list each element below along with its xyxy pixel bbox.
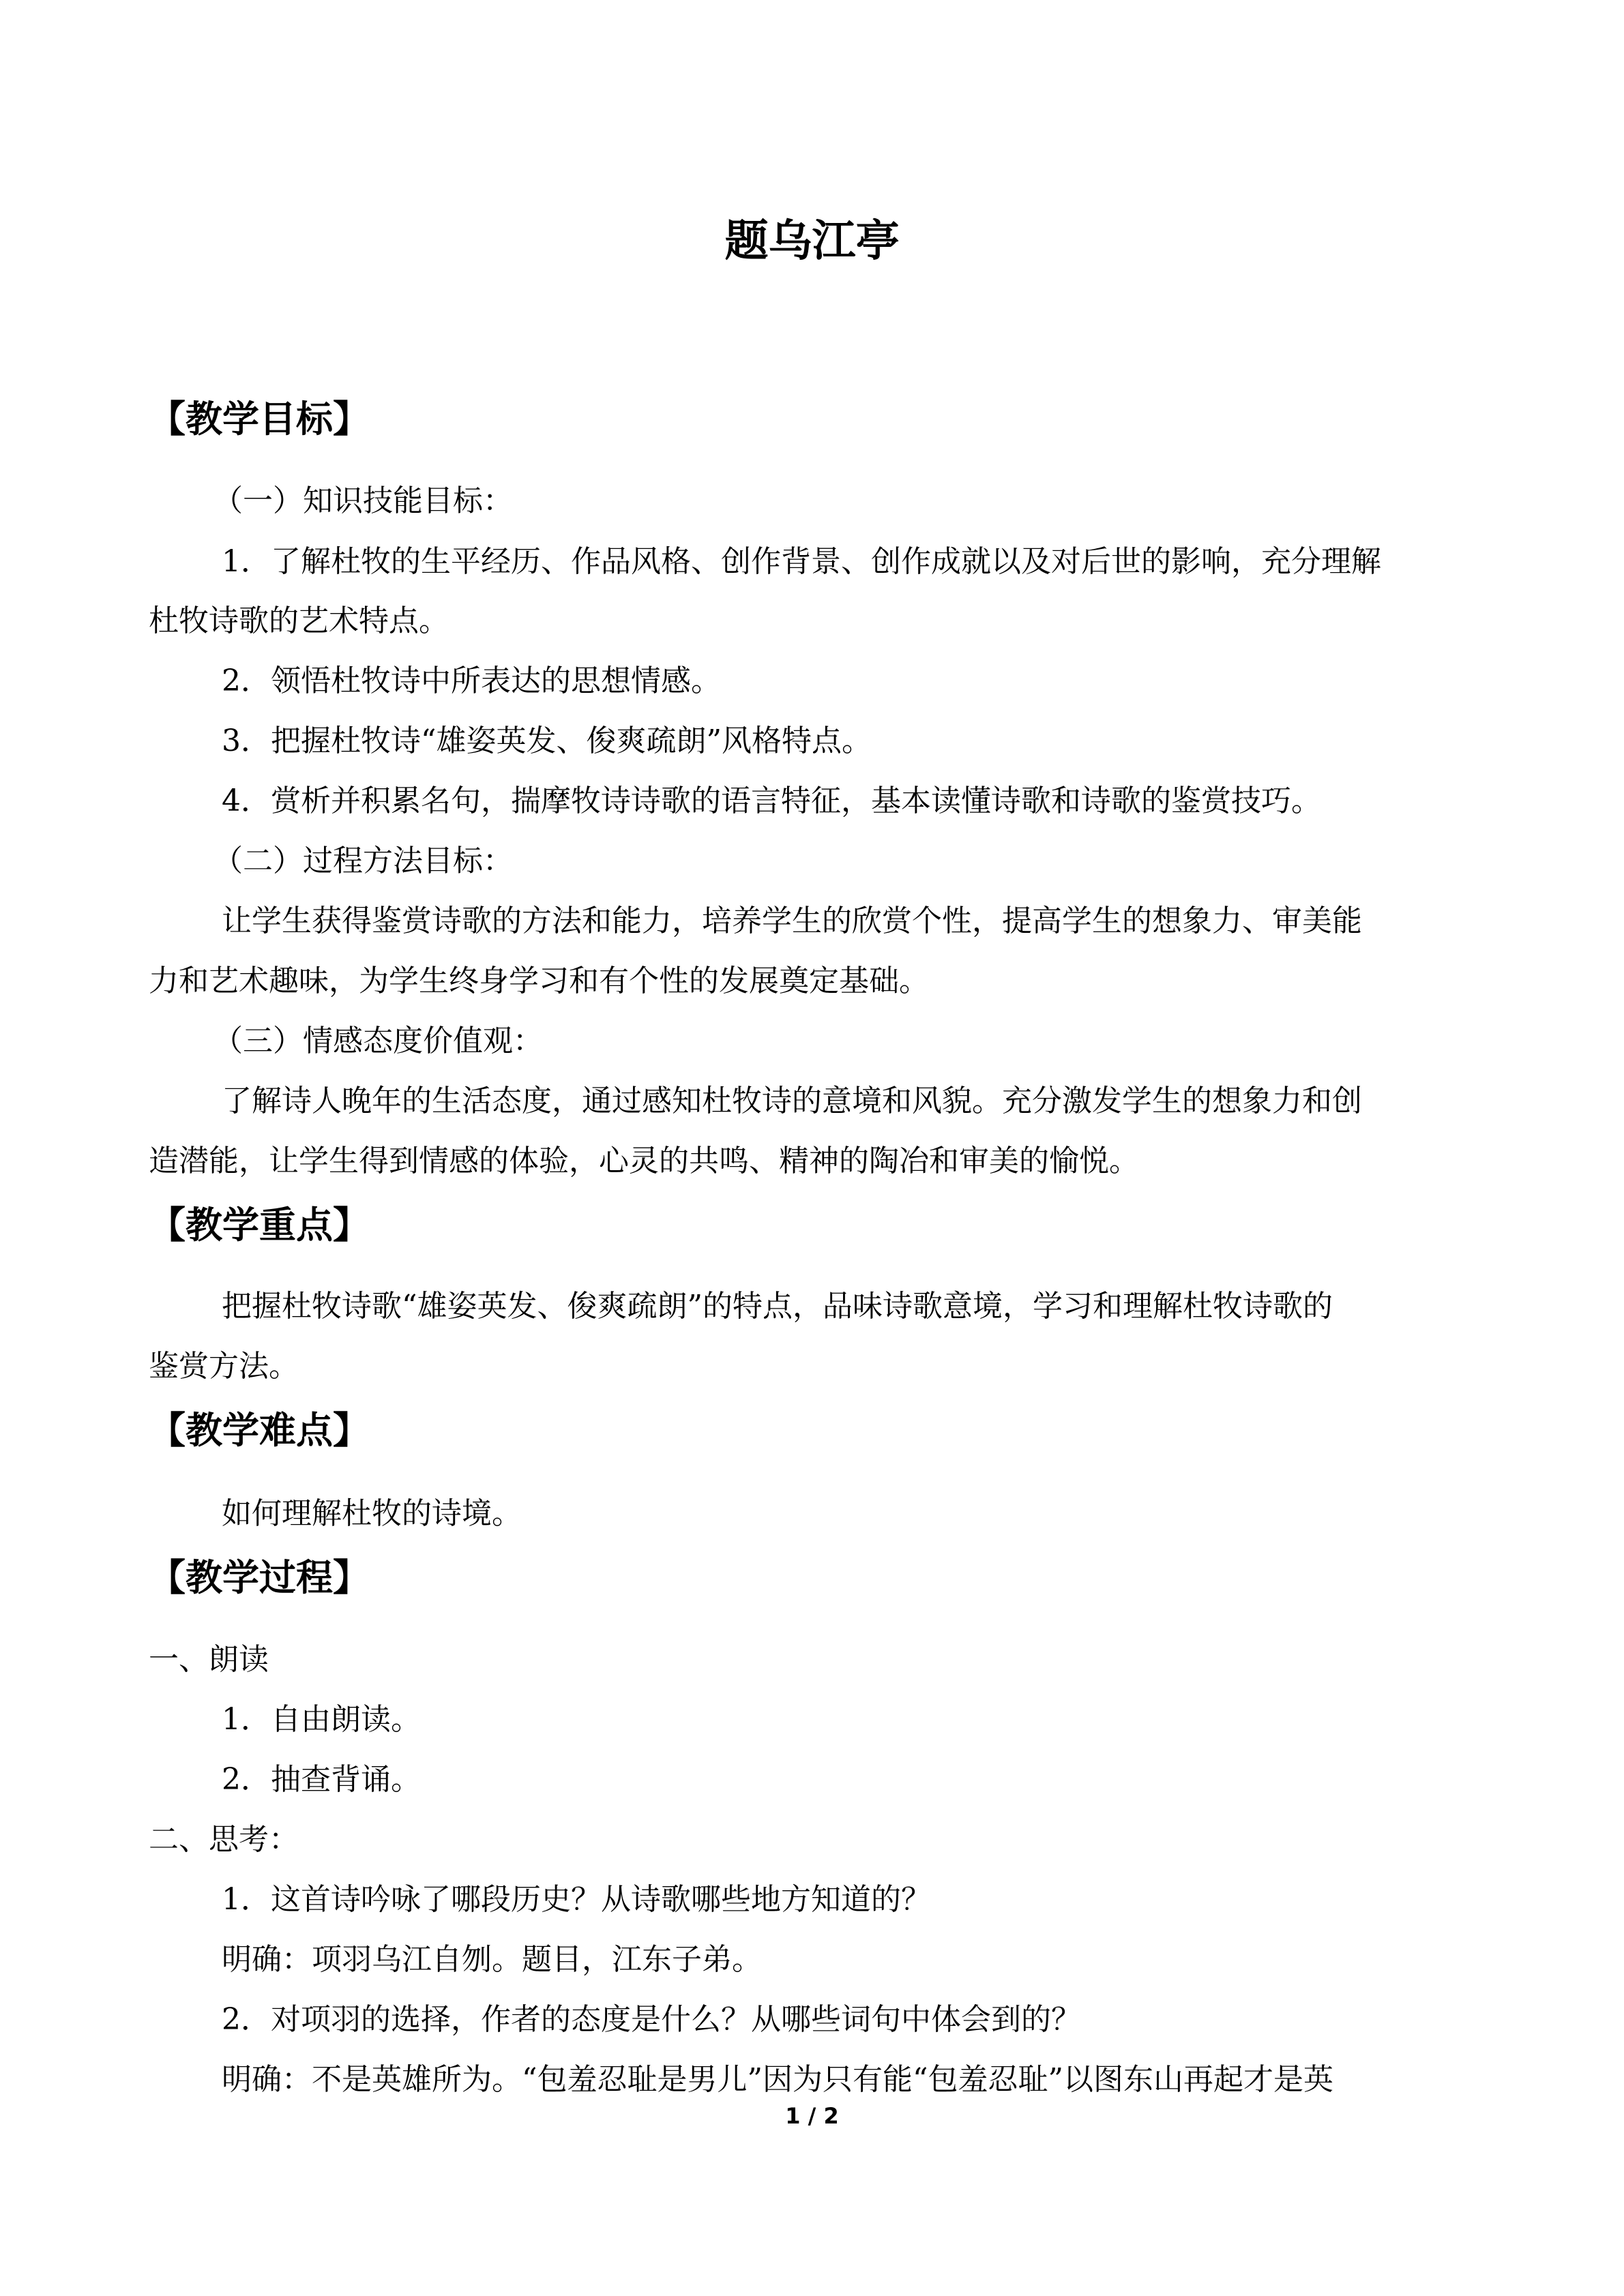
- process-part1-title: 一、朗读: [149, 1642, 269, 1677]
- page-number: 1 / 2: [785, 2103, 839, 2129]
- objectives-item1-line1: 1．了解杜牧的生平经历、作品风格、创作背景、创作成就以及对后世的影响，充分理解: [222, 544, 1381, 579]
- objectives-section3-line2: 造潜能，让学生得到情感的体验，心灵的共鸣、精神的陶冶和审美的愉悦。: [149, 1144, 1139, 1178]
- difficulties-text: 如何理解杜牧的诗境。: [222, 1496, 522, 1531]
- key-points-line2: 鉴赏方法。: [149, 1349, 299, 1384]
- objectives-section2-title: （二）过程方法目标：: [213, 844, 513, 878]
- process-answer1: 明确：项羽乌江自刎。题目，江东子弟。: [222, 1942, 762, 1977]
- objectives-item1-line2: 杜牧诗歌的艺术特点。: [149, 603, 449, 638]
- objectives-section3-line1: 了解诗人晚年的生活态度，通过感知杜牧诗的意境和风貌。充分激发学生的想象力和创: [222, 1084, 1362, 1118]
- heading-objectives: 【教学目标】: [149, 398, 370, 441]
- page-title: 题乌江亭: [724, 216, 900, 267]
- objectives-item2: 2．领悟杜牧诗中所表达的思想情感。: [222, 664, 721, 698]
- objectives-item4: 4．赏析并积累名句，揣摩牧诗诗歌的语言特征，基本读懂诗歌和诗歌的鉴赏技巧。: [222, 784, 1321, 818]
- process-part2-title: 二、思考：: [149, 1822, 299, 1857]
- objectives-section3-title: （三）情感态度价值观：: [213, 1024, 543, 1058]
- objectives-section1-title: （一）知识技能目标：: [213, 483, 513, 518]
- process-question2: 2．对项羽的选择，作者的态度是什么？从哪些词句中体会到的？: [222, 2002, 1081, 2037]
- objectives-item3: 3．把握杜牧诗“雄姿英发、俊爽疏朗”风格特点。: [222, 724, 872, 758]
- key-points-line1: 把握杜牧诗歌“雄姿英发、俊爽疏朗”的特点，品味诗歌意境，学习和理解杜牧诗歌的: [222, 1289, 1333, 1324]
- objectives-section2-line1: 让学生获得鉴赏诗歌的方法和能力，培养学生的欣赏个性，提高学生的想象力、审美能: [222, 904, 1362, 938]
- process-answer2: 明确：不是英雄所为。“包羞忍耻是男儿”因为只有能“包羞忍耻”以图东山再起才是英: [222, 2062, 1333, 2097]
- process-part1-item2: 2．抽查背诵。: [222, 1762, 421, 1797]
- heading-process: 【教学过程】: [149, 1556, 370, 1599]
- process-part1-item1: 1．自由朗读。: [222, 1702, 421, 1737]
- process-question1: 1．这首诗吟咏了哪段历史？从诗歌哪些地方知道的？: [222, 1882, 931, 1917]
- heading-key-points: 【教学重点】: [149, 1204, 370, 1247]
- objectives-section2-line2: 力和艺术趣味，为学生终身学习和有个性的发展奠定基础。: [149, 964, 929, 998]
- heading-difficulties: 【教学难点】: [149, 1409, 370, 1452]
